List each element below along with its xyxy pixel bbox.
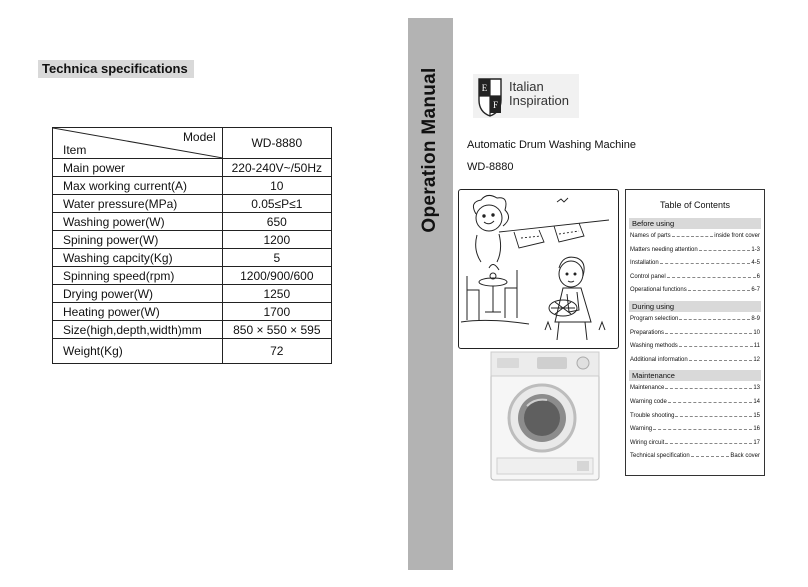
table-header-row xyxy=(53,128,332,159)
toc-entry-title: Technical specification xyxy=(630,453,690,460)
spec-table-body xyxy=(53,159,332,364)
spec-item-cell: Main power xyxy=(53,159,223,177)
table-row xyxy=(53,231,332,249)
sun-drawing xyxy=(473,195,508,262)
toc-entry-title: Warning code xyxy=(630,398,667,405)
toc-leader xyxy=(653,426,752,430)
toc-entry-title: Warning xyxy=(630,426,653,433)
toc-entry xyxy=(630,440,760,446)
toc-leader xyxy=(668,399,753,403)
toc-entry xyxy=(630,287,760,293)
toc-entry-page: 11 xyxy=(753,343,760,350)
toc-entry xyxy=(630,260,760,266)
toc-entry xyxy=(630,413,760,419)
cafe-table-drawing xyxy=(461,264,529,324)
toc-leader xyxy=(665,330,752,334)
toc-entry-page: 4-5 xyxy=(751,260,760,267)
spec-value-cell: 5 xyxy=(222,249,331,267)
table-row xyxy=(53,249,332,267)
svg-text:E: E xyxy=(481,83,488,93)
toc-entry xyxy=(630,453,760,459)
brand-name xyxy=(509,80,569,108)
spec-value-cell: 1200/900/600 xyxy=(222,267,331,285)
table-row xyxy=(53,285,332,303)
toc-entry xyxy=(630,274,760,280)
svg-text:F: F xyxy=(492,100,499,110)
clothesline-drawing xyxy=(499,198,609,248)
toc-entry-title: Washing methods xyxy=(630,343,678,350)
toc-entry-title: Names of parts xyxy=(630,233,671,239)
toc-leader xyxy=(660,260,751,264)
toc-section-heading: Maintenance xyxy=(629,370,761,381)
toc-entry-page: 17 xyxy=(753,439,760,446)
spec-table xyxy=(52,127,332,364)
spec-item-cell: Spining power(W) xyxy=(53,231,223,249)
spec-value-cell: 220-240V~/50Hz xyxy=(222,159,331,177)
toc-entry-title: Preparations xyxy=(630,329,665,336)
spec-value-cell: 0.05≤P≤1 xyxy=(222,195,331,213)
header-model-value: WD-8880 xyxy=(222,128,331,159)
product-model: WD-8880 xyxy=(467,161,514,173)
toc-entry-title: Additional information xyxy=(630,356,688,363)
toc-leader xyxy=(667,274,756,278)
table-of-contents xyxy=(625,189,765,476)
table-row xyxy=(53,177,332,195)
toc-body xyxy=(626,218,764,459)
toc-entry-title: Operational functions xyxy=(630,287,687,294)
table-row xyxy=(53,339,332,364)
product-title: Automatic Drum Washing Machine xyxy=(467,139,636,151)
spec-item-cell: Weight(Kg) xyxy=(53,339,223,364)
toc-entry xyxy=(630,247,760,253)
toc-section-heading: During using xyxy=(629,301,761,312)
toc-leader xyxy=(689,357,753,361)
toc-entry-page: 6 xyxy=(756,273,760,280)
spec-item-cell: Drying power(W) xyxy=(53,285,223,303)
toc-entry xyxy=(630,357,760,363)
spec-value-cell: 72 xyxy=(222,339,331,364)
toc-entry-page: Back cover xyxy=(730,453,760,460)
brand-line-1: Italian xyxy=(509,79,544,94)
toc-section-heading: Before using xyxy=(629,218,761,229)
spec-value-cell: 650 xyxy=(222,213,331,231)
table-row xyxy=(53,195,332,213)
toc-entry-page: inside front cover xyxy=(714,233,760,239)
table-row xyxy=(53,159,332,177)
spec-item-cell: Spinning speed(rpm) xyxy=(53,267,223,285)
toc-entry-page: 16 xyxy=(753,426,760,433)
toc-entry xyxy=(630,330,760,336)
section-title: Technica specifications xyxy=(38,60,194,78)
spec-value-cell: 850 × 550 × 595 xyxy=(222,321,331,339)
spec-item-cell: Size(high,depth,width)mm xyxy=(53,321,223,339)
woman-drawing xyxy=(545,257,605,340)
toc-leader xyxy=(665,440,752,444)
table-row xyxy=(53,213,332,231)
spine-title: Operation Manual xyxy=(419,67,440,233)
toc-entry-page: 10 xyxy=(753,329,760,336)
toc-leader xyxy=(665,385,752,389)
toc-leader xyxy=(672,233,714,237)
spec-value-cell: 1700 xyxy=(222,303,331,321)
toc-leader xyxy=(679,343,753,347)
toc-leader xyxy=(679,316,750,320)
toc-entry-title: Trouble shooting xyxy=(630,412,675,419)
toc-heading: Table of Contents xyxy=(659,200,731,210)
spec-item-cell: Washing capcity(Kg) xyxy=(53,249,223,267)
spec-value-cell: 10 xyxy=(222,177,331,195)
table-row xyxy=(53,303,332,321)
header-item-label: Item xyxy=(63,143,87,157)
toc-entry-title: Installation xyxy=(630,260,659,267)
toc-entry-page: 13 xyxy=(753,385,760,392)
toc-entry-page: 12 xyxy=(753,356,760,363)
toc-entry-title: Matters needing attention xyxy=(630,246,698,253)
toc-entry xyxy=(630,233,760,239)
toc-entry xyxy=(630,343,760,349)
toc-entry xyxy=(630,399,760,405)
spec-value-cell: 1200 xyxy=(222,231,331,249)
diagonal-header-cell xyxy=(53,128,223,159)
toc-entry xyxy=(630,316,760,322)
toc-entry-page: 14 xyxy=(753,398,760,405)
toc-entry-page: 1-3 xyxy=(751,246,760,253)
toc-entry xyxy=(630,426,760,432)
toc-leader xyxy=(699,247,751,251)
spec-value-cell: 1250 xyxy=(222,285,331,303)
toc-leader xyxy=(691,453,730,457)
header-model-label: Model xyxy=(182,130,216,144)
washing-machine-image xyxy=(487,350,604,484)
toc-entry-page: 15 xyxy=(753,412,760,419)
toc-entry-page: 8-9 xyxy=(751,315,760,322)
spec-item-cell: Heating power(W) xyxy=(53,303,223,321)
toc-entry-title: Program selection xyxy=(630,315,679,322)
toc-leader xyxy=(688,287,751,291)
spec-item-cell: Water pressure(MPa) xyxy=(53,195,223,213)
toc-leader xyxy=(675,413,752,417)
spec-item-cell: Washing power(W) xyxy=(53,213,223,231)
table-row xyxy=(53,321,332,339)
spec-item-cell: Max working current(A) xyxy=(53,177,223,195)
table-row xyxy=(53,267,332,285)
toc-entry xyxy=(630,385,760,391)
toc-entry-title: Wiring circuit xyxy=(630,439,665,446)
toc-entry-title: Control panel xyxy=(630,273,666,280)
garden-illustration xyxy=(458,189,619,349)
toc-entry-page: 6-7 xyxy=(751,287,760,294)
toc-entry-title: Maintenance xyxy=(630,385,665,392)
brand-line-2: Inspiration xyxy=(509,93,569,108)
